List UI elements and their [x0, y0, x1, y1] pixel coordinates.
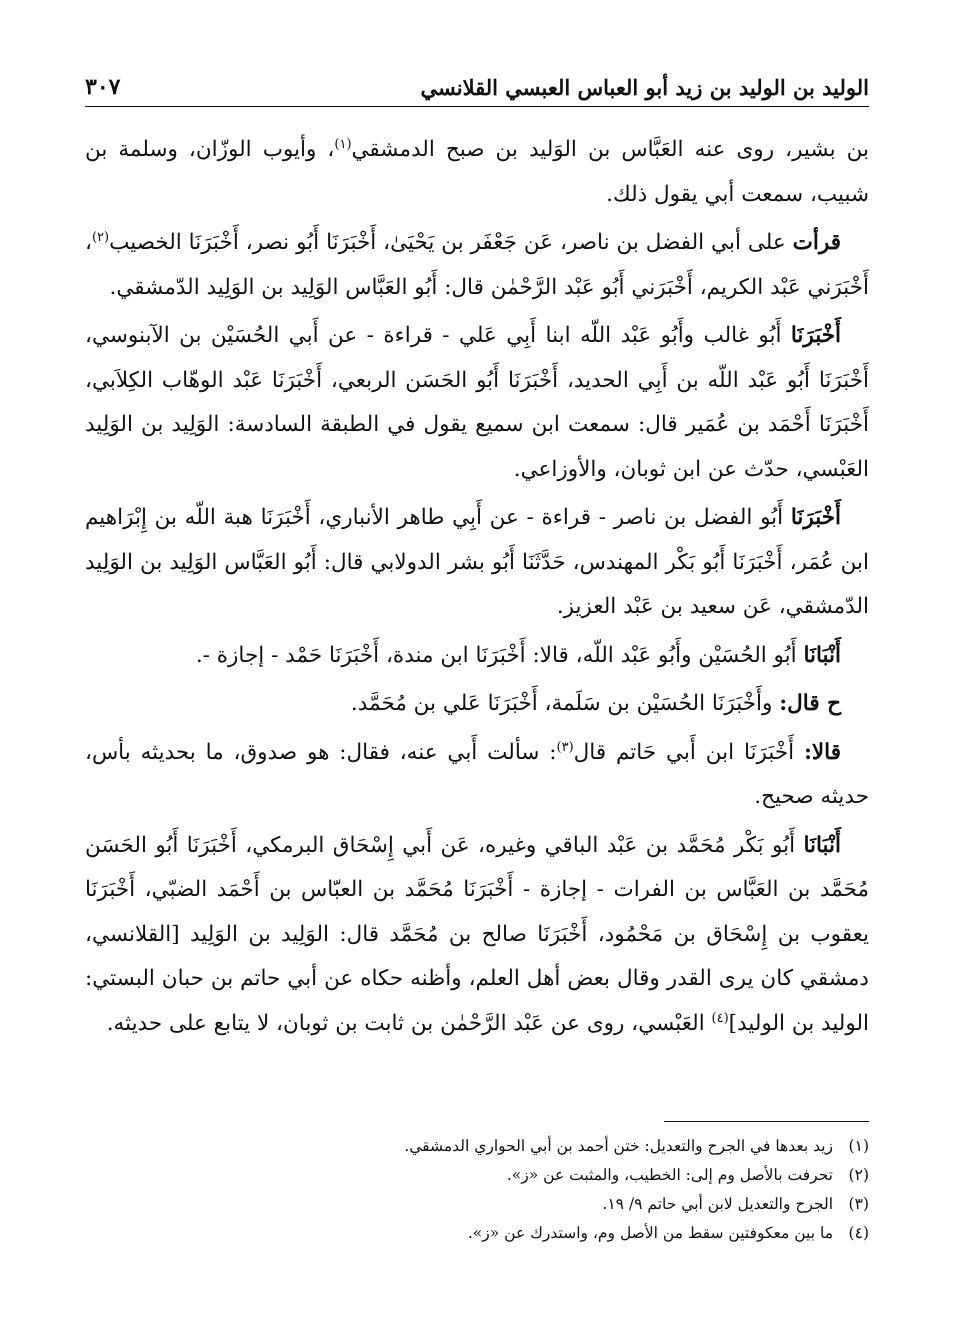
- footnote-text: تحرفت بالأصل وم إلى: الخطيب، والمثبت عن «ز».: [506, 1166, 833, 1184]
- paragraph-text: ، وأيوب الوزّان، وسلمة بن شبيب، سمعت أبي يقول ذلك.: [85, 137, 869, 207]
- paragraph-text: أَبُو بَكْر مُحَمَّد بن عَبْد الباقي وغيره، عَن أَبي إِسْحَاق البرمكي، أَخْبَرَنَا أَبُو الحَسَن مُحَمَّد بن العَبَّاس بن الفرات - إجازة - أَخْبَرَنَا مُحَمَّد بن العبّاس بن أَحْمَد الضبّي، أَخْبَرَنَا يعقوب بن إِسْحَاق بن مَحْمُود، أَخْبَرَنَا صالح بن مُحَمَّد قال: الوَلِيد بن الوَلِيد [القلانسي، دمشقي كان يرى القدر وقال بعض أهل العلم، وأظنه حكاه عن أبي حاتم بن حبان البستي: الوليد بن الوليد]: [85, 832, 869, 1036]
- footnote-ref-3[interactable]: (٣): [556, 739, 574, 755]
- footnote-number: (٢): [848, 1166, 869, 1184]
- footnote-4: [85, 1219, 869, 1248]
- paragraph-lead: أَنْبَانَا: [803, 642, 841, 668]
- paragraph-lead: ح قال:: [779, 691, 841, 716]
- footnote-2: [85, 1161, 869, 1190]
- footnote-3: [85, 1190, 869, 1219]
- footnote-text: الجرح والتعديل لابن أبي حاتم ٩/ ١٩.: [602, 1195, 833, 1213]
- paragraph-text: أَخْبَرَنَا ابن أَبي حَاتم قال: [573, 739, 804, 765]
- paragraph-text: العَبْسي، روى عن عَبْد الرَّحْمٰن بن ثابت بن ثوبان، لا يتابع على حديثه.: [106, 1010, 712, 1036]
- paragraph-text: وأَخْبَرَنَا الحُسَيْن بن سَلَمة، أَخْبَرَنَا عَلي بن مُحَمَّد.: [350, 691, 780, 716]
- paragraph-text: بن بشير، روى عنه العَبَّاس بن الوَليد بن صبح الدمشقي: [351, 137, 869, 162]
- paragraph-lead: قالا:: [803, 739, 841, 765]
- paragraph-6: [85, 682, 869, 727]
- footnote-divider: [664, 1121, 869, 1122]
- footnote-number: (٣): [848, 1195, 869, 1213]
- footnotes: [85, 1132, 869, 1248]
- paragraph-text: : سألت أَبي عنه، فقال: هو صدوق، ما بحديثه بأس، حديثه صحيح.: [85, 739, 869, 809]
- paragraph-2: [85, 221, 869, 310]
- footnote-ref-1[interactable]: (١): [334, 136, 352, 152]
- paragraph-5: [85, 634, 869, 679]
- footnote-number: (١): [848, 1137, 869, 1155]
- main-text: [85, 128, 869, 1050]
- footnote-number: (٤): [848, 1224, 869, 1242]
- footnote-text: ما بين معكوفتين سقط من الأصل وم، واستدرك عن «ز».: [467, 1224, 833, 1242]
- footnote-ref-4[interactable]: (٤): [711, 1010, 729, 1026]
- footnote-ref-2[interactable]: (٢): [91, 229, 110, 245]
- running-title: الوليد بن الوليد بن زيد أبو العباس العبسي القلانسي: [420, 75, 869, 100]
- paragraph-lead: قرأت: [792, 230, 841, 255]
- paragraph-3: [85, 314, 869, 492]
- paragraph-lead: أَخْبَرَنَا: [790, 323, 841, 348]
- paragraph-lead: أَنْبَانَا: [803, 832, 841, 858]
- paragraph-text: أَبُو غالب وأَبُو عَبْد اللّه ابنا أَبِي عَلي - قراءة - عن أَبي الحُسَيْن بن الآبنوسي، أَخْبَرَنَا أَبُو عَبْد اللّه بن أَبِي الحديد، أَخْبَرَنَا أَبُو الحَسَن الربعي، أَخْبَرَنَا عَبْد الوهّاب الكِلاَبي، أَخْبَرَنَا أَحْمَد بن عُمَير قال: سمعت ابن سميع يقول في الطبقة السادسة: الوَلِيد بن الوَلِيد العَبْسي، حدّث عن ابن ثوبان، والأوزاعي.: [85, 323, 869, 482]
- paragraph-text: أَبُو الفضل بن ناصر - قراءة - عن أَبِي طاهر الأنباري، أَخْبَرَنَا هبة اللّه بن إِبْرَاهيم ابن عُمَر، أَخْبَرَنَا أَبُو بَكْر المهندس، حَدَّثَنَا أَبُو بشر الدولابي قال: أَبُو العَبَّاس الوَلِيد بن الوَلِيد الدّمشقي، عَن سعيد بن عَبْد العزيز.: [85, 505, 869, 619]
- paragraph-1: [85, 128, 869, 217]
- paragraph-text: ، أَخْبَرَني عَبْد الكريم، أَخْبَرَني أَبُو عَبْد الرَّحْمٰن قال: أَبُو العَبَّاس الوَلِيد بن الوَلِيد الدّمشقي.: [85, 230, 869, 300]
- footnote-text: زيد بعدها في الجرح والتعديل: ختن أحمد بن أبي الحواري الدمشقي.: [404, 1137, 833, 1155]
- paragraph-7: [85, 731, 869, 820]
- paragraph-text: أَبُو الحُسَيْن وأَبُو عَبْد اللّه، قالا: أَخْبَرَنَا ابن مندة، أَخْبَرَنَا حَمْد - إجازة -.: [195, 642, 804, 668]
- page-number: ٣٠٧: [85, 74, 121, 100]
- paragraph-8: [85, 824, 869, 1047]
- running-header: [85, 60, 869, 107]
- footnote-1: [85, 1132, 869, 1161]
- paragraph-text: على أبي الفضل بن ناصر، عَن جَعْفَر بن يَحْيَىٰ، أَخْبَرَنَا أَبُو نصر، أَخْبَرَنَا الخصيب: [109, 230, 793, 255]
- paragraph-4: [85, 496, 869, 630]
- paragraph-lead: أَخْبَرَنَا: [790, 505, 841, 530]
